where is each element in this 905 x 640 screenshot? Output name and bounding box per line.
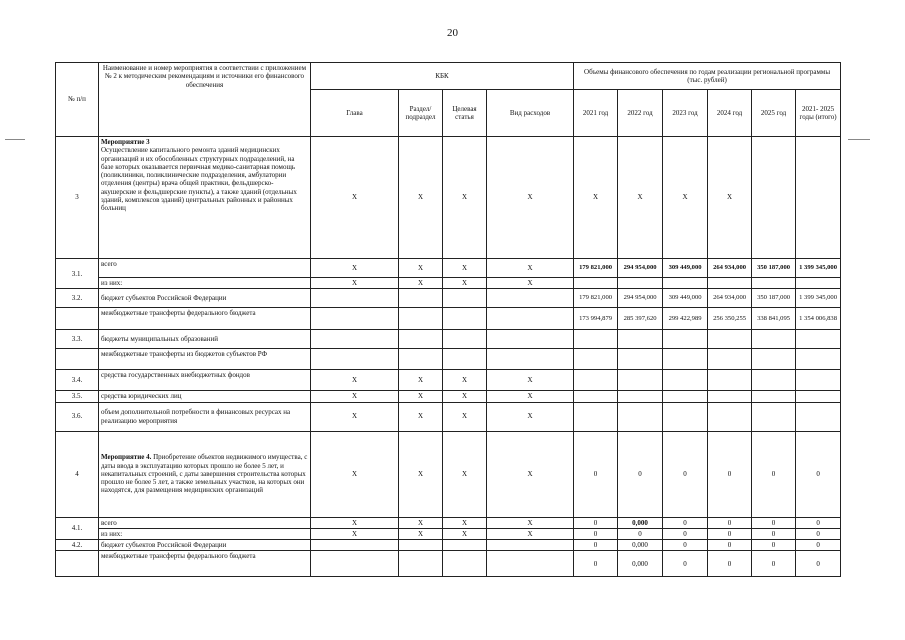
cell-statya — [443, 330, 487, 349]
row-name: средства юридических лиц — [99, 391, 311, 402]
row-name: межбюджетные трансферты федерального бюджета — [99, 308, 311, 330]
cell-2024 — [708, 330, 752, 349]
table-row — [56, 308, 841, 330]
table-row — [56, 349, 841, 370]
cell-2024: 0 — [708, 517, 752, 528]
cell-total: 0 — [796, 517, 841, 528]
header-statya: Целевая статья — [443, 90, 487, 137]
cell-total — [796, 137, 841, 259]
cell-2024: Х — [708, 137, 752, 259]
row-name: межбюджетные трансферты из бюджетов субъектов РФ — [99, 349, 311, 370]
table-row — [56, 528, 841, 539]
cell-vid: Х — [487, 137, 574, 259]
cell-2021 — [574, 278, 618, 289]
cell-glava — [311, 289, 399, 308]
cell-2023 — [663, 349, 708, 370]
cell-2021 — [574, 370, 618, 391]
row-name — [99, 431, 311, 517]
cell-2024 — [708, 402, 752, 431]
cell-2025: 0 — [752, 540, 796, 551]
cell-glava — [311, 540, 399, 551]
table-row — [56, 540, 841, 551]
cell-2024 — [708, 349, 752, 370]
cell-2025 — [752, 330, 796, 349]
cell-2022 — [618, 349, 663, 370]
cell-statya: Х — [443, 391, 487, 402]
cell-2021: 0 — [574, 431, 618, 517]
table-row — [56, 289, 841, 308]
cell-vid — [487, 308, 574, 330]
cell-2022 — [618, 402, 663, 431]
cell-total: 0 — [796, 551, 841, 577]
header-vid: Вид расходов — [487, 90, 574, 137]
cell-2023 — [663, 370, 708, 391]
header-total: 2021- 2025 годы (итого) — [796, 90, 841, 137]
cell-vid — [487, 540, 574, 551]
cell-2023 — [663, 391, 708, 402]
cell-2021: 0 — [574, 528, 618, 539]
cell-2024: 264 934,000 — [708, 289, 752, 308]
cell-2021: 0 — [574, 517, 618, 528]
table-row — [56, 278, 841, 289]
cell-vid: Х — [487, 528, 574, 539]
cell-2025: 0 — [752, 551, 796, 577]
row-num: 4.1. — [56, 517, 99, 540]
table-row — [56, 517, 841, 528]
cell-2021: Х — [574, 137, 618, 259]
cell-razdel — [399, 308, 443, 330]
cell-statya: Х — [443, 528, 487, 539]
cell-total: 0 — [796, 540, 841, 551]
cell-2021 — [574, 330, 618, 349]
cell-2024: 0 — [708, 431, 752, 517]
cell-glava: Х — [311, 391, 399, 402]
cell-2022: 0,000 — [618, 551, 663, 577]
cell-2023 — [663, 278, 708, 289]
cell-2022: 0 — [618, 528, 663, 539]
cell-2025: 0 — [752, 517, 796, 528]
cell-2023: 309 449,000 — [663, 289, 708, 308]
row-name: бюджет субъектов Российской Федерации — [99, 289, 311, 308]
cell-glava: Х — [311, 431, 399, 517]
cell-statya — [443, 540, 487, 551]
row-name: всего — [99, 259, 311, 278]
table-row — [56, 137, 841, 259]
cell-2025: 338 841,095 — [752, 308, 796, 330]
header-num: № п/п — [56, 63, 99, 137]
table-row — [56, 391, 841, 402]
cell-2024 — [708, 391, 752, 402]
cell-razdel — [399, 349, 443, 370]
row-num: 3.2. — [56, 289, 99, 308]
cell-total — [796, 349, 841, 370]
cell-statya: Х — [443, 370, 487, 391]
cell-statya — [443, 308, 487, 330]
cell-total — [796, 391, 841, 402]
measure-title: Мероприятие 3 — [101, 138, 150, 146]
row-num — [56, 308, 99, 330]
cell-2025: 350 187,000 — [752, 289, 796, 308]
cell-statya: Х — [443, 259, 487, 278]
cell-2025 — [752, 349, 796, 370]
cell-razdel: Х — [399, 137, 443, 259]
cell-2025: 0 — [752, 528, 796, 539]
row-num: 3.5. — [56, 391, 99, 402]
row-num: 3.4. — [56, 370, 99, 391]
measure-title: Мероприятие 4. — [101, 453, 152, 462]
cell-statya: Х — [443, 517, 487, 528]
cell-vid — [487, 289, 574, 308]
cell-2023 — [663, 330, 708, 349]
cell-vid: Х — [487, 259, 574, 278]
header-2024: 2024 год — [708, 90, 752, 137]
cell-2025 — [752, 402, 796, 431]
cell-glava — [311, 330, 399, 349]
cell-2023 — [663, 402, 708, 431]
cell-2025: 350 187,000 — [752, 259, 796, 278]
table-row — [56, 330, 841, 349]
cell-glava: Х — [311, 517, 399, 528]
cell-statya: Х — [443, 137, 487, 259]
cell-razdel: Х — [399, 259, 443, 278]
cell-2023: 0 — [663, 551, 708, 577]
cell-2023: 299 422,989 — [663, 308, 708, 330]
cell-total — [796, 330, 841, 349]
cell-total: 1 399 345,000 — [796, 259, 841, 278]
cell-2021: 0 — [574, 551, 618, 577]
cell-2021 — [574, 391, 618, 402]
cell-glava: Х — [311, 528, 399, 539]
cell-vid: Х — [487, 370, 574, 391]
cell-razdel: Х — [399, 431, 443, 517]
cell-razdel — [399, 540, 443, 551]
cell-2025 — [752, 391, 796, 402]
cell-2025: 0 — [752, 431, 796, 517]
header-2022: 2022 год — [618, 90, 663, 137]
cell-total: 0 — [796, 528, 841, 539]
cell-2025 — [752, 137, 796, 259]
cell-2024 — [708, 370, 752, 391]
financing-table — [55, 62, 841, 577]
cell-2021 — [574, 402, 618, 431]
cell-2023: 0 — [663, 528, 708, 539]
cell-2022: 0,000 — [618, 540, 663, 551]
cell-razdel: Х — [399, 391, 443, 402]
cell-glava: Х — [311, 137, 399, 259]
row-num: 4 — [56, 431, 99, 517]
cell-2022: 0,000 — [618, 517, 663, 528]
cell-razdel: Х — [399, 402, 443, 431]
cell-2024: 0 — [708, 540, 752, 551]
cell-statya: Х — [443, 431, 487, 517]
row-num: 3.3. — [56, 330, 99, 349]
row-num: 3 — [56, 137, 99, 259]
cell-2021: 179 821,000 — [574, 289, 618, 308]
table-row — [56, 259, 841, 278]
cell-2025 — [752, 370, 796, 391]
header-2025: 2025 год — [752, 90, 796, 137]
cell-total — [796, 278, 841, 289]
cell-glava: Х — [311, 402, 399, 431]
cell-vid: Х — [487, 517, 574, 528]
row-name — [99, 137, 311, 259]
cell-2022: 294 954,000 — [618, 259, 663, 278]
cell-2024: 256 350,255 — [708, 308, 752, 330]
margin-mark-right — [848, 139, 870, 140]
header-2023: 2023 год — [663, 90, 708, 137]
cell-statya — [443, 289, 487, 308]
cell-razdel: Х — [399, 528, 443, 539]
header-razdel: Раздел/ подраздел — [399, 90, 443, 137]
table-row — [56, 431, 841, 517]
cell-glava — [311, 551, 399, 577]
cell-2022: 285 397,620 — [618, 308, 663, 330]
cell-vid: Х — [487, 402, 574, 431]
header-row-top — [56, 63, 841, 90]
cell-statya: Х — [443, 402, 487, 431]
cell-2024: 264 934,000 — [708, 259, 752, 278]
cell-glava — [311, 308, 399, 330]
cell-total: 0 — [796, 431, 841, 517]
margin-mark-left — [5, 139, 25, 140]
cell-total — [796, 370, 841, 391]
cell-2022 — [618, 391, 663, 402]
cell-razdel: Х — [399, 370, 443, 391]
cell-razdel — [399, 330, 443, 349]
header-name: Наименование и номер мероприятия в соответствии с приложением № 2 к методическим рекомендациям и источники его финансового обеспечения — [99, 63, 311, 137]
cell-glava: Х — [311, 370, 399, 391]
row-name: бюджеты муниципальных образований — [99, 330, 311, 349]
cell-2024: 0 — [708, 551, 752, 577]
cell-2022 — [618, 370, 663, 391]
cell-razdel: Х — [399, 278, 443, 289]
cell-vid — [487, 551, 574, 577]
row-num: 3.1. — [56, 259, 99, 289]
row-num — [56, 349, 99, 370]
cell-vid: Х — [487, 431, 574, 517]
cell-2022: 0 — [618, 431, 663, 517]
header-volumes: Объемы финансового обеспечения по годам реализации региональной программы (тыс. рублей) — [574, 63, 841, 90]
header-glava: Глава — [311, 90, 399, 137]
row-name: бюджет субъектов Российской Федерации — [99, 540, 311, 551]
measure-text: Осуществление капитального ремонта зданий медицинских организаций и их обособленных структурных подразделений, на базе которых оказывается первичная медико-санитарная помощь (поликлиники, поликлинические подразделения, амбулатории отделения (центры) врача общей практики, фельдшерско-акушерские и фельдшерские пункты), а также зданий (отдельных зданий, комплексов зданий) центральных районных и районных больниц — [101, 146, 297, 212]
page-number: 20 — [447, 27, 458, 39]
cell-total — [796, 402, 841, 431]
cell-total: 1 399 345,000 — [796, 289, 841, 308]
cell-2021: 0 — [574, 540, 618, 551]
table-row — [56, 370, 841, 391]
cell-razdel — [399, 289, 443, 308]
row-name: объем дополнительной потребности в финансовых ресурсах на реализацию мероприятия — [99, 402, 311, 431]
cell-2024: 0 — [708, 528, 752, 539]
cell-2023: Х — [663, 137, 708, 259]
header-kbk: КБК — [311, 63, 574, 90]
cell-2023: 0 — [663, 517, 708, 528]
header-2021: 2021 год — [574, 90, 618, 137]
measure-text: Приобретение объектов недвижимого имущества, с даты ввода в эксплуатацию которых прошло не более 5 лет, и некапитальных строений, с даты завершения строительства которых прошло не более 5 лет, а также земельных участков, на которых они находятся, для размещения медицинских организаций — [101, 453, 308, 495]
cell-statya — [443, 349, 487, 370]
cell-2025 — [752, 278, 796, 289]
table-row — [56, 551, 841, 577]
cell-total: 1 354 006,838 — [796, 308, 841, 330]
table-row — [56, 402, 841, 431]
row-num: 4.2. — [56, 540, 99, 551]
row-name: межбюджетные трансферты федерального бюджета — [99, 551, 311, 577]
cell-glava: Х — [311, 278, 399, 289]
cell-glava — [311, 349, 399, 370]
cell-2023: 0 — [663, 540, 708, 551]
cell-2021 — [574, 349, 618, 370]
cell-2021: 179 821,000 — [574, 259, 618, 278]
row-num: 3.6. — [56, 402, 99, 431]
row-name: всего — [99, 517, 311, 528]
cell-vid: Х — [487, 391, 574, 402]
cell-2022: 294 954,000 — [618, 289, 663, 308]
cell-vid — [487, 349, 574, 370]
cell-statya — [443, 551, 487, 577]
cell-2024 — [708, 278, 752, 289]
cell-2022 — [618, 330, 663, 349]
cell-2023: 0 — [663, 431, 708, 517]
cell-statya: Х — [443, 278, 487, 289]
cell-2022 — [618, 278, 663, 289]
cell-2022: Х — [618, 137, 663, 259]
cell-2023: 309 449,000 — [663, 259, 708, 278]
cell-vid — [487, 330, 574, 349]
cell-glava: Х — [311, 259, 399, 278]
row-name: из них: — [99, 278, 311, 289]
cell-2021: 173 994,879 — [574, 308, 618, 330]
row-name: средства государственных внебюджетных фондов — [99, 370, 311, 391]
cell-razdel — [399, 551, 443, 577]
cell-vid: Х — [487, 278, 574, 289]
row-name: из них: — [99, 528, 311, 539]
row-num — [56, 551, 99, 577]
cell-razdel: Х — [399, 517, 443, 528]
